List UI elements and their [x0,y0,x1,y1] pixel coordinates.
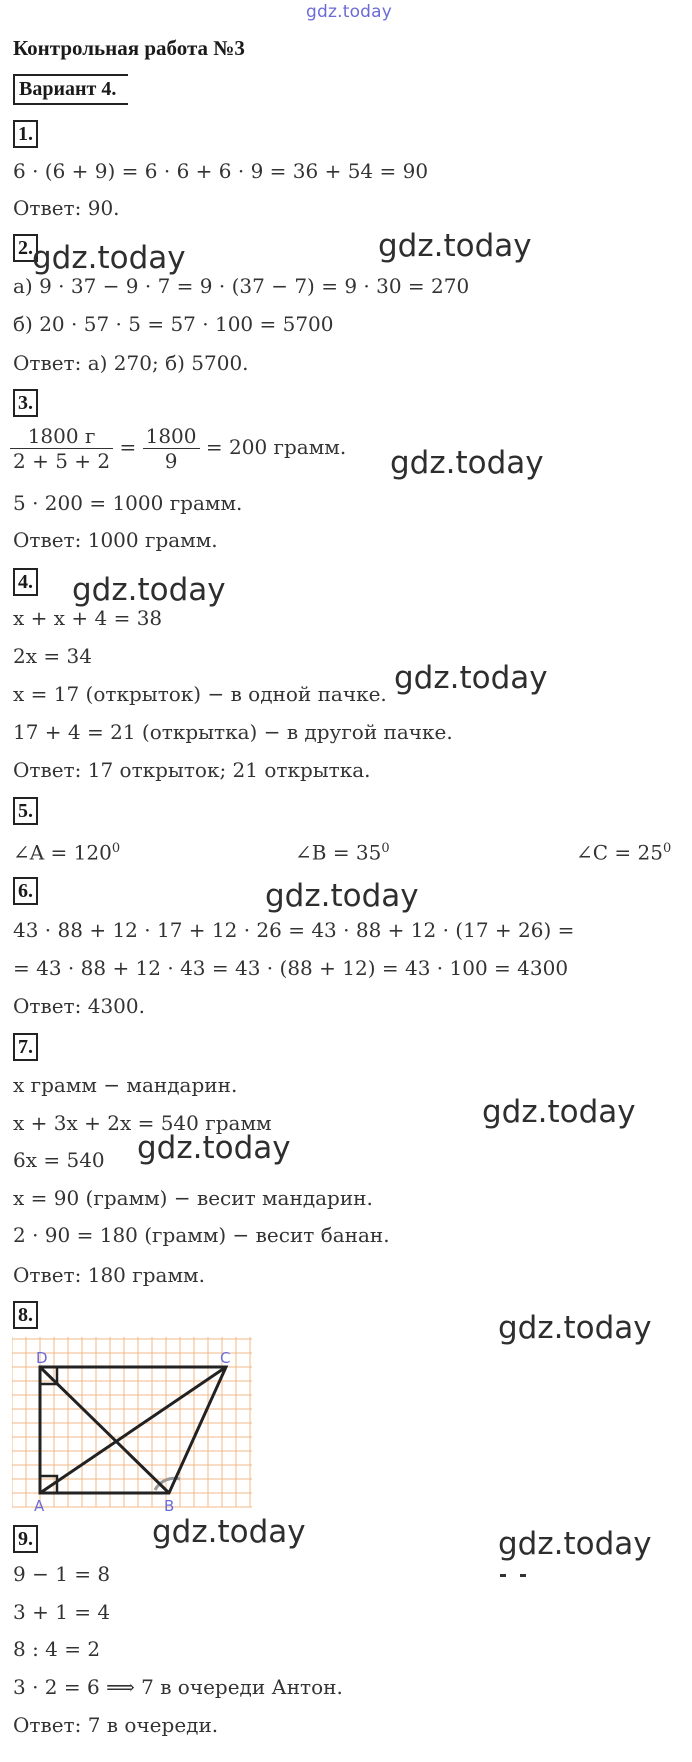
problem-9-line: 8 : 4 = 2 [13,1637,101,1661]
watermark: gdz.today [498,1526,652,1562]
fraction [143,424,200,473]
grid-lines [12,1337,252,1507]
vertex-label-c: C [220,1349,231,1367]
problem-number-2: 2. [13,234,38,262]
trapezoid-figure [12,1337,256,1517]
angle-b-text: ∠B = 35 [295,840,382,865]
angle-a [13,836,120,866]
vertex-label-d: D [36,1349,48,1367]
watermark: gdz.today [137,1130,291,1166]
problem-number-1: 1. [13,120,38,148]
problem-2-line: а) 9 · 37 − 9 · 7 = 9 · (37 − 7) = 9 · 30 = 270 [13,274,470,298]
fraction [10,424,113,473]
variant-label: Вариант 4. [13,74,128,105]
problem-6-answer: Ответ: 4300. [13,994,145,1018]
problem-7-line: x = 90 (грамм) − весит мандарин. [13,1186,373,1210]
watermark: gdz.today [378,228,532,264]
equals-sign: = [119,435,137,459]
problem-3-fraction-line [10,424,346,473]
watermark: gdz.today [265,878,419,914]
problem-7-line: x грамм − мандарин. [13,1073,238,1097]
problem-9-line: 9 − 1 = 8 [13,1562,111,1586]
degree-mark: 0 [662,841,672,856]
vertex-label-a: A [34,1497,45,1515]
problem-4-line: x = 17 (открыток) − в одной пачке. [13,682,387,706]
problem-2-line: б) 20 · 57 · 5 = 57 · 100 = 5700 [13,312,334,336]
problem-6-line: = 43 · 88 + 12 · 43 = 43 · (88 + 12) = 43 · 100 = 4300 [13,956,569,980]
watermark: gdz.today [498,1310,652,1346]
problem-7-line: 6x = 540 [13,1148,105,1172]
problem-1-line: 6 · (6 + 9) = 6 · 6 + 6 · 9 = 36 + 54 = 90 [13,159,429,183]
artifact-dash [500,1574,506,1577]
problem-4-answer: Ответ: 17 открыток; 21 открытка. [13,758,371,782]
problem-number-3: 3. [13,389,38,417]
problem-7-line: 2 · 90 = 180 (грамм) − весит банан. [13,1223,390,1247]
problem-7-line: x + 3x + 2x = 540 грамм [13,1111,272,1135]
watermark: gdz.today [394,660,548,696]
watermark: gdz.today [32,240,186,276]
page-title: Контрольная работа №3 [13,36,245,60]
problem-3-line: 5 · 200 = 1000 грамм. [13,491,243,515]
problem-number-5: 5. [13,797,38,825]
problem-9-answer: Ответ: 7 в очереди. [13,1713,219,1737]
degree-mark: 0 [111,841,121,856]
watermark: gdz.today [152,1514,306,1550]
problem-4-line: 17 + 4 = 21 (открытка) − в другой пачке. [13,720,453,744]
angle-b [295,836,390,866]
numerator: 1800 г [10,424,113,449]
watermark: gdz.today [72,572,226,608]
vertex-label-b: B [164,1497,175,1515]
problem-6-line: 43 · 88 + 12 · 17 + 12 · 26 = 43 · 88 + 12 · (17 + 26) = [13,918,575,942]
problem-number-4: 4. [13,568,38,596]
problem-2-answer: Ответ: а) 270; б) 5700. [13,351,249,375]
angle-c [576,836,671,866]
watermark: gdz.today [482,1094,636,1130]
problem-number-7: 7. [13,1033,38,1061]
problem-1-answer: Ответ: 90. [13,196,120,220]
denominator: 2 + 5 + 2 [13,449,111,473]
problem-3-answer: Ответ: 1000 грамм. [13,528,218,552]
problem-9-line: 3 · 2 = 6 ⟹ 7 в очереди Антон. [13,1675,343,1699]
denominator: 9 [164,449,178,473]
problem-number-6: 6. [13,877,38,905]
problem-number-8: 8. [13,1301,38,1329]
problem-4-line: x + x + 4 = 38 [13,606,163,630]
artifact-dash [520,1574,526,1577]
problem-7-answer: Ответ: 180 грамм. [13,1263,205,1287]
diagonal-db [40,1367,169,1493]
numerator: 1800 [143,424,200,449]
result-text: = 200 грамм. [205,435,347,459]
degree-mark: 0 [381,841,390,856]
watermark: gdz.today [390,445,544,481]
angle-a-text: ∠A = 120 [13,840,112,865]
site-logo: gdz.today [306,2,393,22]
problem-4-line: 2x = 34 [13,644,92,668]
angle-c-text: ∠C = 25 [576,840,663,865]
problem-9-line: 3 + 1 = 4 [13,1600,111,1624]
problem-number-9: 9. [13,1525,38,1553]
